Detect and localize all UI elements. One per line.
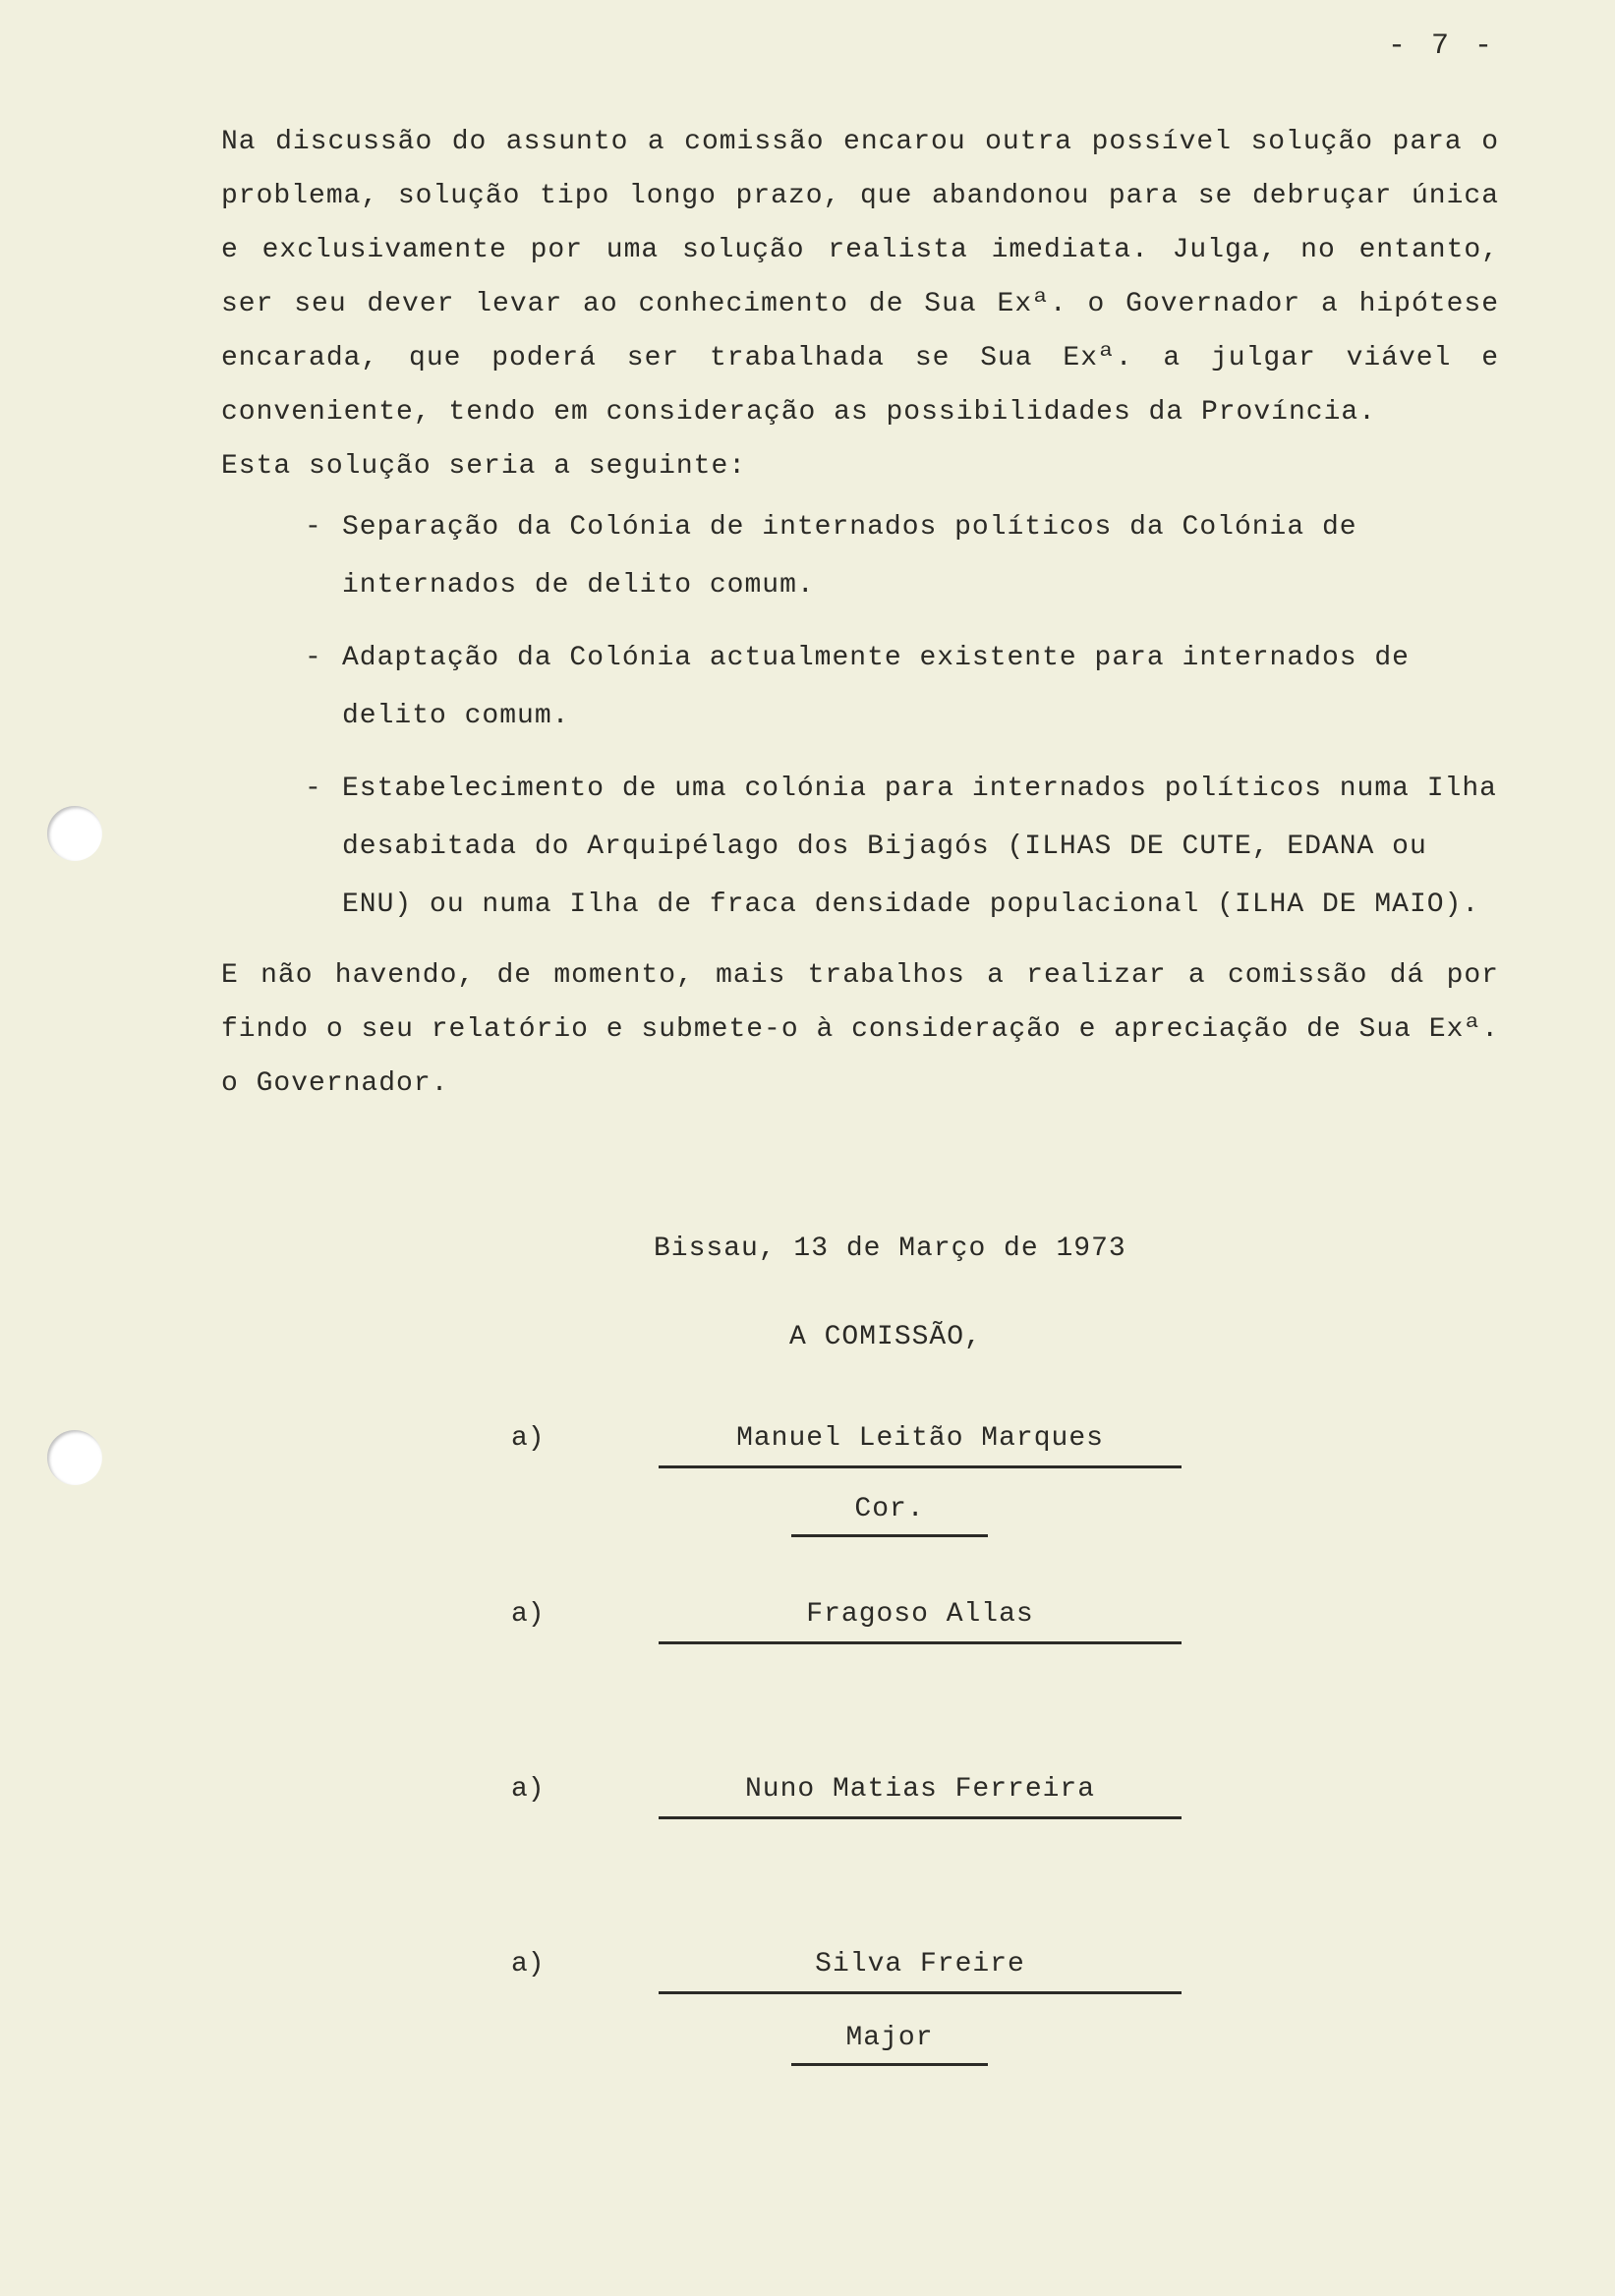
signature-name: Silva Freire	[659, 1949, 1182, 1994]
signature-name: Nuno Matias Ferreira	[659, 1774, 1182, 1819]
signature-prefix: a)	[511, 1949, 545, 1980]
commission-label: A COMISSÃO,	[789, 1322, 982, 1352]
signature-prefix: a)	[511, 1423, 545, 1454]
lead-sentence: Esta solução seria a seguinte:	[221, 451, 747, 482]
signature-rank: Cor.	[791, 1494, 988, 1537]
page-number: - 7 -	[1388, 29, 1497, 63]
solution-list	[221, 498, 1499, 934]
solution-item: - Separação da Colónia de internados políticos da Colónia de internados de delito comum.	[305, 498, 1499, 614]
signature-rank: Major	[791, 2023, 988, 2066]
report-body	[221, 115, 1499, 1111]
punch-hole-upper	[47, 806, 102, 861]
solution-item: - Estabelecimento de uma colónia para internados políticos numa Ilha desabitada do Arquipélago dos Bijagós (ILHAS DE CUTE, EDANA ou ENU) ou numa Ilha de fraca densidade populacional (ILHA DE MAIO).	[305, 760, 1499, 934]
signature-prefix: a)	[511, 1774, 545, 1805]
punch-hole-lower	[47, 1430, 102, 1485]
signature-name: Fragoso Allas	[659, 1599, 1182, 1644]
intro-paragraph: Na discussão do assunto a comissão encarou outra possível solução para o problema, solução tipo longo prazo, que abandonou para se debruçar única e exclusivamente por uma solução realista imediata. Julga, no entanto, ser seu dever levar ao conhecimento de Sua Exª. o Governador a hipótese encarada, que poderá ser trabalhada se Sua Exª. a julgar viável e conveniente, tendo em consideração as possibilidades da Província.	[221, 127, 1499, 428]
dateline: Bissau, 13 de Março de 1973	[654, 1234, 1126, 1264]
signature-name: Manuel Leitão Marques	[659, 1423, 1182, 1468]
signature-prefix: a)	[511, 1599, 545, 1630]
closing-paragraph: E não havendo, de momento, mais trabalhos a realizar a comissão dá por findo o seu relatório e submete-o à consideração e apreciação de Sua Exª. o Governador.	[221, 960, 1499, 1099]
solution-item: - Adaptação da Colónia actualmente existente para internados de delito comum.	[305, 629, 1499, 745]
